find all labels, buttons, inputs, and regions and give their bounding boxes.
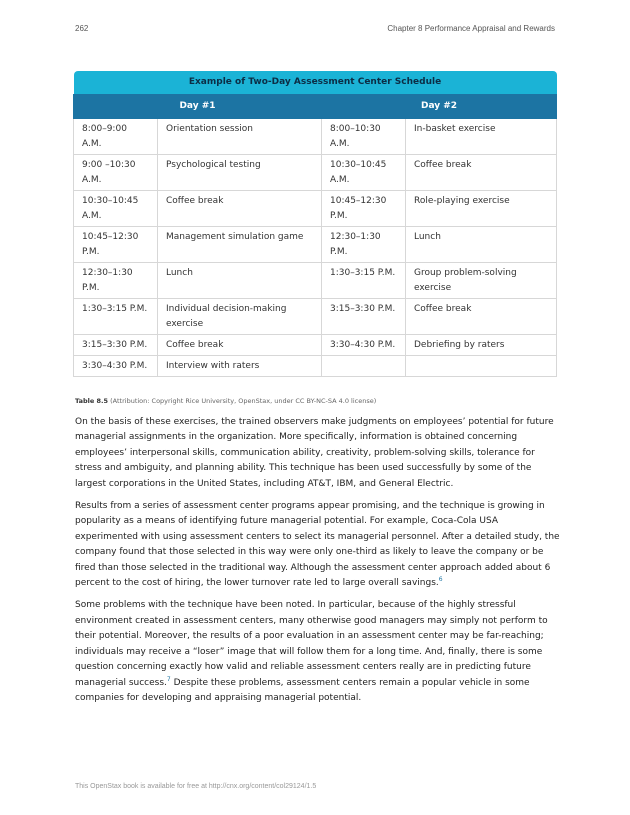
- day1-header: Day #1: [74, 95, 322, 119]
- paragraph-text: Some problems with the technique have been noted. In particular, because of the highly stressful environment created in assessment centers, many otherwise good managers may simply not perform to their potential. Moreover, the results of a poor evaluation in an assessment center may be far-reaching; individuals may receive a “loser” image that will follow them for a long time. And, finally, there is some question concerning exactly how valid and reliable assessment centers really are in predicting future managerial success.: [75, 600, 548, 688]
- table-row: [74, 191, 557, 227]
- paragraph-text: Despite these problems, assessment centers remain a popular vehicle in some companies for developing and appraising managerial potential.: [75, 677, 530, 703]
- day1-time: 3:15–3:30 P.M.: [74, 335, 158, 356]
- day1-activity: Psychological testing: [158, 155, 322, 191]
- day2-time: 10:30–10:45 A.M.: [322, 155, 406, 191]
- day2-time: 3:15–3:30 P.M.: [322, 299, 406, 335]
- day1-time: 10:30–10:45 A.M.: [74, 191, 158, 227]
- paragraph-text: Results from a series of assessment center programs appear promising, and the technique is growing in popularity as a means of identifying future managerial potential. For example, Coca-Cola USA experimented with using assessment centers to select its managerial personnel. After a detailed study, the company found that those selected in this way were only one-third as likely to leave the company or be fired than those selected in the traditional way. Although the assessment center approach added about 6 percent to the cost of hiring, the lower turnover rate led to large overall savings.: [75, 501, 560, 589]
- day2-activity: Group problem-solving exercise: [406, 263, 557, 299]
- table-title: Example of Two-Day Assessment Center Schedule: [74, 71, 557, 95]
- caption-attribution: (Attribution: Copyright Rice University, OpenStax, under CC BY-NC-SA 4.0 license): [108, 397, 377, 405]
- day1-time: 3:30–4:30 P.M.: [74, 356, 158, 377]
- day2-time: 10:45–12:30 P.M.: [322, 191, 406, 227]
- day2-activity: Debriefing by raters: [406, 335, 557, 356]
- schedule-table: [73, 71, 557, 377]
- day2-header: Day #2: [322, 95, 557, 119]
- day2-activity: Lunch: [406, 227, 557, 263]
- day2-time: 8:00–10:30 A.M.: [322, 119, 406, 155]
- day2-time: 3:30–4:30 P.M.: [322, 335, 406, 356]
- day2-activity: In-basket exercise: [406, 119, 557, 155]
- page-footer: This OpenStax book is available for free at http://cnx.org/content/col29124/1.5: [75, 783, 317, 790]
- table-row: [74, 155, 557, 191]
- day1-activity: Interview with raters: [158, 356, 322, 377]
- paragraph: [75, 598, 560, 706]
- day1-time: 9:00 –10:30 A.M.: [74, 155, 158, 191]
- day1-activity: Individual decision-making exercise: [158, 299, 322, 335]
- day1-time: 10:45–12:30 P.M.: [74, 227, 158, 263]
- day1-activity: Coffee break: [158, 191, 322, 227]
- table-row: [74, 335, 557, 356]
- footnote-link[interactable]: 7: [166, 675, 171, 683]
- day1-activity: Orientation session: [158, 119, 322, 155]
- day1-time: 12:30–1:30 P.M.: [74, 263, 158, 299]
- chapter-title: Chapter 8 Performance Appraisal and Rewards: [387, 24, 555, 33]
- day2-time: 12:30–1:30 P.M.: [322, 227, 406, 263]
- day2-activity: Coffee break: [406, 299, 557, 335]
- day2-time: [322, 356, 406, 377]
- footnote-link[interactable]: 6: [438, 576, 443, 584]
- body-text: [75, 415, 560, 713]
- paragraph: On the basis of these exercises, the trained observers make judgments on employees’ potential for future managerial assignments in the organization. More specifically, information is obtained concerning employees’ interpersonal skills, communication ability, creativity, problem-solving skills, tolerance for stress and ambiguity, and planning ability. This technique has been used successfully by some of the largest corporations in the United States, including AT&T, IBM, and General Electric.: [75, 417, 554, 489]
- caption-label: Table 8.5: [75, 397, 109, 405]
- table-caption: [75, 397, 555, 405]
- day1-activity: Management simulation game: [158, 227, 322, 263]
- table-row: [74, 119, 557, 155]
- table-row: [74, 263, 557, 299]
- page-number: 262: [75, 24, 89, 33]
- paragraph: [75, 499, 560, 591]
- day1-time: 1:30–3:15 P.M.: [74, 299, 158, 335]
- day2-time: 1:30–3:15 P.M.: [322, 263, 406, 299]
- table-row: [74, 356, 557, 377]
- day1-activity: Lunch: [158, 263, 322, 299]
- day2-activity: [406, 356, 557, 377]
- day2-activity: Role-playing exercise: [406, 191, 557, 227]
- day1-time: 8:00–9:00 A.M.: [74, 119, 158, 155]
- day1-activity: Coffee break: [158, 335, 322, 356]
- table-row: [74, 299, 557, 335]
- table-row: [74, 227, 557, 263]
- day2-activity: Coffee break: [406, 155, 557, 191]
